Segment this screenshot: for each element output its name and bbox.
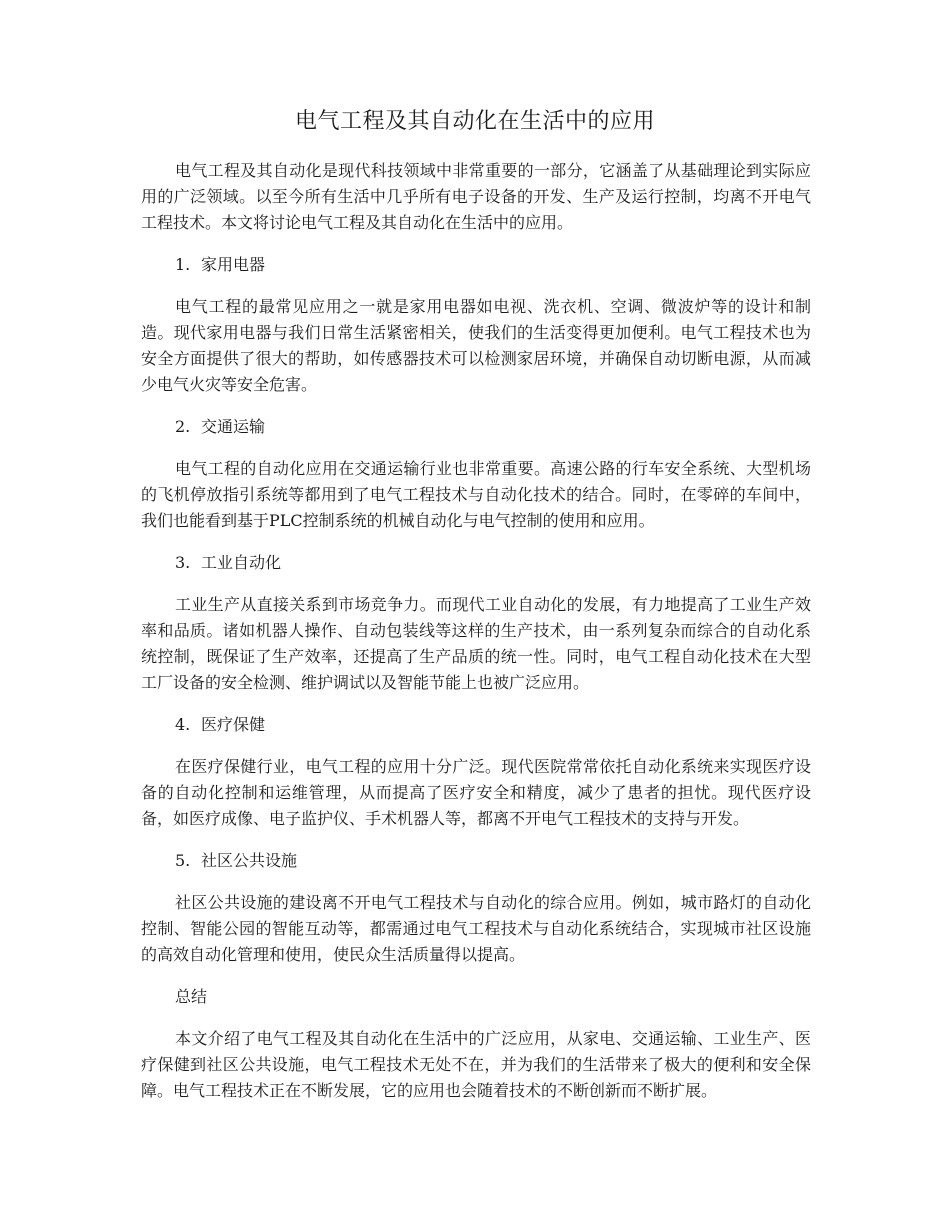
section-heading-label: 社区公共设施 <box>201 851 298 870</box>
section-heading-label: 医疗保健 <box>201 715 266 734</box>
section-number: 4. <box>175 715 191 734</box>
document-title: 电气工程及其自动化在生活中的应用 <box>294 109 655 134</box>
summary-paragraph: 本文介绍了电气工程及其自动化在生活中的广泛应用，从家电、交通运输、工业生产、医疗保健到社区公共设施，电气工程技术无处不在，并为我们的生活带来了极大的便利和安全保障。电气工程技术正在不断发展，它的应用也会随着技术的不断创新而不断扩展。 <box>141 1029 811 1100</box>
section-paragraph-healthcare: 在医疗保健行业，电气工程的应用十分广泛。现代医院常常依托自动化系统来实现医疗设备的自动化控制和运维管理，从而提高了医疗安全和精度，减少了患者的担忧。现代医疗设备，如医疗成像、电子监护仪、手术机器人等，都离不开电气工程技术的支持与开发。 <box>141 757 811 828</box>
section-paragraph-public-facilities: 社区公共设施的建设离不开电气工程技术与自动化的综合应用。例如，城市路灯的自动化控制、智能公园的智能互动等，都需通过电气工程技术与自动化系统结合，实现城市社区设施的高效自动化管理和使用，使民众生活质量得以提高。 <box>141 893 811 964</box>
section-heading-industrial-automation <box>175 550 811 576</box>
document-body <box>141 158 811 1120</box>
section-number: 1. <box>175 255 191 274</box>
section-heading-public-facilities <box>175 848 811 874</box>
section-paragraph-home-appliances: 电气工程的最常见应用之一就是家用电器如电视、洗衣机、空调、微波炉等的设计和制造。现代家用电器与我们日常生活紧密相关，使我们的生活变得更加便利。电气工程技术也为安全方面提供了很大的帮助，如传感器技术可以检测家居环境，并确保自动切断电源，从而减少电气火灾等安全危害。 <box>141 297 811 394</box>
section-number: 2. <box>175 417 191 436</box>
section-heading-transportation <box>175 414 811 440</box>
section-heading-home-appliances <box>175 252 811 278</box>
section-number: 3. <box>175 553 191 572</box>
section-heading-label: 家用电器 <box>201 255 266 274</box>
section-number: 5. <box>175 851 191 870</box>
section-heading-label: 交通运输 <box>201 417 266 436</box>
section-heading-healthcare <box>175 712 811 738</box>
summary-heading: 总结 <box>175 987 208 1006</box>
intro-paragraph: 电气工程及其自动化是现代科技领域中非常重要的一部分，它涵盖了从基础理论到实际应用的广泛领域。以至今所有生活中几乎所有电子设备的开发、生产及运行控制，均离不开电气工程技术。本文将讨论电气工程及其自动化在生活中的应用。 <box>141 161 811 232</box>
section-paragraph-transportation: 电气工程的自动化应用在交通运输行业也非常重要。高速公路的行车安全系统、大型机场的飞机停放指引系统等都用到了电气工程技术与自动化技术的结合。同时，在零碎的车间中，我们也能看到基于PLC控制系统的机械自动化与电气控制的使用和应用。 <box>141 459 811 530</box>
section-heading-label: 工业自动化 <box>201 553 282 572</box>
section-paragraph-industrial-automation: 工业生产从直接关系到市场竞争力。而现代工业自动化的发展，有力地提高了工业生产效率和品质。诸如机器人操作、自动包装线等这样的生产技术，由一系列复杂而综合的自动化系统控制，既保证了生产效率，还提高了生产品质的统一性。同时，电气工程自动化技术在大型工厂设备的安全检测、维护调试以及智能节能上也被广泛应用。 <box>141 595 811 692</box>
